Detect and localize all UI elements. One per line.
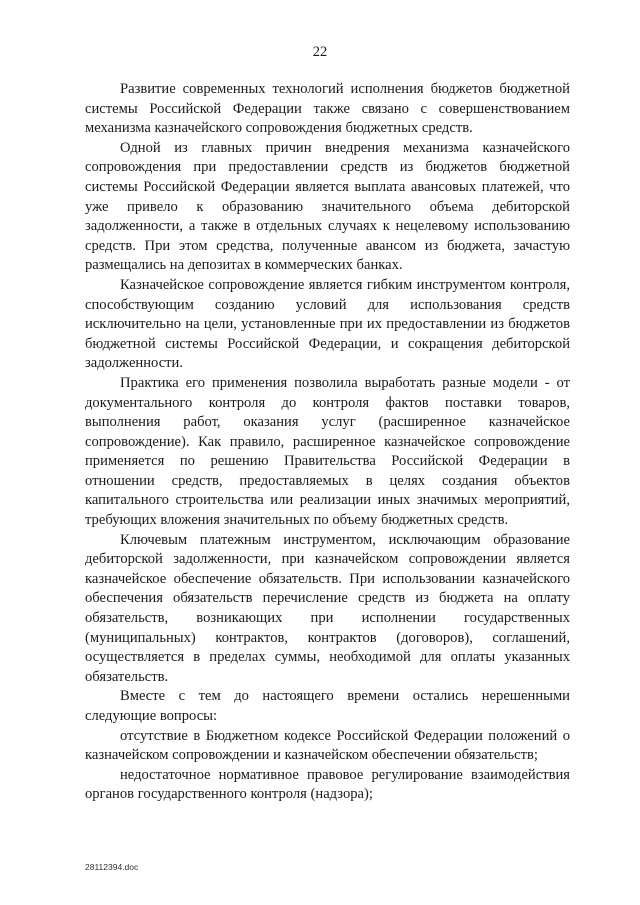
paragraph-7: отсутствие в Бюджетном кодексе Российской Федерации положений о казначейском сопровождении и казначейском обеспечении обязательств; — [85, 727, 570, 764]
paragraph-3: Казначейское сопровождение является гибким инструментом контроля, способствующим созданию условий для использования средств исключительно на цели, установленные при их предоставлении из бюджетов бюджетной системы Российской Федерации, и сокращения дебиторской задолженности. — [85, 276, 570, 372]
footer-file-name: 28112394.doc — [85, 862, 139, 872]
page-number: 22 — [312, 44, 328, 60]
paragraph-4: Практика его применения позволила выработать разные модели - от документального контроля до контроля фактов поставки товаров, выполнения работ, оказания услуг (расширенное казначейское сопровождение). Как правило, расширенное казначейское сопровождение применяется по решению Правительства Российской Федерации в отношении средств, предоставляемых в целях создания объектов капитального строительства или реализации иных значимых мероприятий, требующих вложения значительных по объему бюджетных средств. — [85, 374, 570, 529]
paragraph-2: Одной из главных причин внедрения механизма казначейского сопровождения при предоставлении средств из бюджетов бюджетной системы Российской Федерации является выплата авансовых платежей, что уже привело к образованию значительного объема дебиторской задолженности, а также в отдельных случаях к нецелевому использованию средств. При этом средства, полученные авансом из бюджета, зачастую размещались на депозитах в коммерческих банках. — [85, 139, 570, 274]
document-body — [85, 80, 570, 805]
paragraph-5: Ключевым платежным инструментом, исключающим образование дебиторской задолженности, при казначейском сопровождении является казначейское обеспечение обязательств. При использовании казначейского обеспечения обязательств перечисление средств из бюджета на оплату обязательств, возникающих при исполнении государственных (муниципальных) контрактов, контрактов (договоров), соглашений, осуществляется в пределах суммы, необходимой для оплаты указанных обязательств. — [85, 531, 570, 685]
paragraph-1: Развитие современных технологий исполнения бюджетов бюджетной системы Российской Федерации также связано с совершенствованием механизма казначейского сопровождения бюджетных средств. — [85, 81, 570, 137]
paragraph-8: недостаточное нормативное правовое регулирование взаимодействия органов государственного контроля (надзора); — [85, 766, 570, 803]
paragraph-6: Вместе с тем до настоящего времени остались нерешенными следующие вопросы: — [85, 688, 570, 724]
